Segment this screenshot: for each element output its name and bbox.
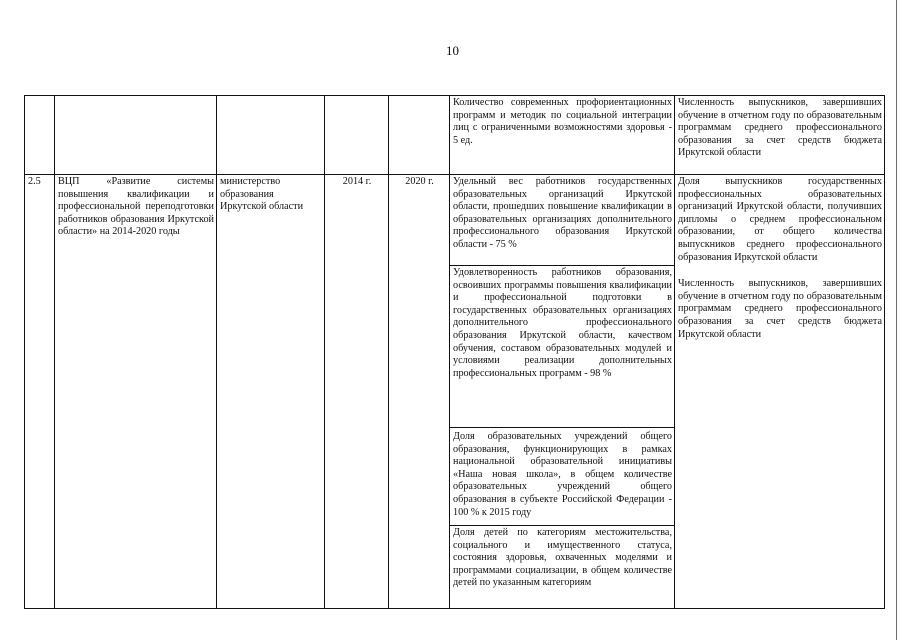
executor-cell	[217, 175, 325, 609]
row-number: 2.5	[28, 176, 41, 187]
indicators-cell	[450, 175, 675, 609]
indicator-block	[450, 428, 674, 526]
executor-cell	[217, 96, 325, 175]
program-name-cell	[55, 175, 217, 609]
number-cell	[25, 96, 55, 175]
result-text: Доля выпускников государственных профессиональных образовательных организаций Иркутской области, получивших дипломы о среднем профессиональном образовании, от общего количества выпускников среднего профессионального образования Иркутской области	[678, 176, 882, 263]
results-cell	[675, 175, 885, 609]
start-year: 2014 г.	[342, 176, 372, 187]
page-edge-line	[896, 0, 897, 640]
indicator-text: Доля образовательных учреждений общего образования, функционирующих в рамках национальной образовательной инициативы «Наша новая школа», в общем количестве образовательных учреждений общего образования в субъекте Российской Федерации - 100 % к 2015 году	[453, 431, 672, 518]
indicator-cell	[450, 96, 675, 175]
end-year: 2020 г.	[405, 176, 434, 187]
program-name-cell	[55, 96, 217, 175]
indicator-text: Удовлетворенность работников образования, освоивших программы повышения квалификации и профессиональной подготовки в государственных образовательных организациях дополнительного профессионального образования Иркутской области, качеством обучения, составом образовательных модулей и условиями реализации дополнительных профессиональных программ - 98 %	[453, 267, 672, 379]
indicator-text: Доля детей по категориям местожительства, социального и имущественного статуса, состояния здоровья, охваченных моделями и программами социализации, в общем количестве детей по указанным категориям	[453, 527, 672, 589]
program-name: ВЦП «Развитие системы повышения квалификации и профессиональной переподготовки работников образования Иркутской области» на 2014-2020 годы	[58, 176, 214, 238]
indicator-text: Количество современных профориентационных программ и методик по социальной интеграции лиц с ограниченными возможностями здоровья - 5 ед.	[453, 97, 672, 146]
number-cell	[25, 175, 55, 609]
executor-name: министерство образования Иркутской области	[220, 176, 304, 213]
table-row	[25, 96, 885, 175]
table-row	[25, 175, 885, 609]
indicator-block	[450, 266, 674, 428]
indicator-text: Удельный вес работников государственных образовательных организаций Иркутской области, прошедших повышение квалификации в образовательных организациях дополнительного профессионального образования Иркутской области - 75 %	[453, 176, 672, 250]
result-text: Численность выпускников, завершивших обучение в отчетном году по образовательным программам среднего профессионального образования за счет средств бюджета Иркутской области	[678, 278, 882, 340]
page-number: 10	[446, 43, 459, 58]
indicator-block	[450, 526, 674, 608]
end-year-cell	[389, 96, 450, 175]
end-year-cell	[389, 175, 450, 609]
result-cell	[675, 96, 885, 175]
result-spacer	[678, 264, 882, 278]
program-table	[24, 95, 885, 609]
start-year-cell	[325, 175, 389, 609]
indicator-block	[450, 175, 674, 266]
result-text: Численность выпускников, завершивших обучение в отчетном году по образовательным программам среднего профессионального образования за счет средств бюджета Иркутской области	[678, 97, 882, 159]
start-year-cell	[325, 96, 389, 175]
